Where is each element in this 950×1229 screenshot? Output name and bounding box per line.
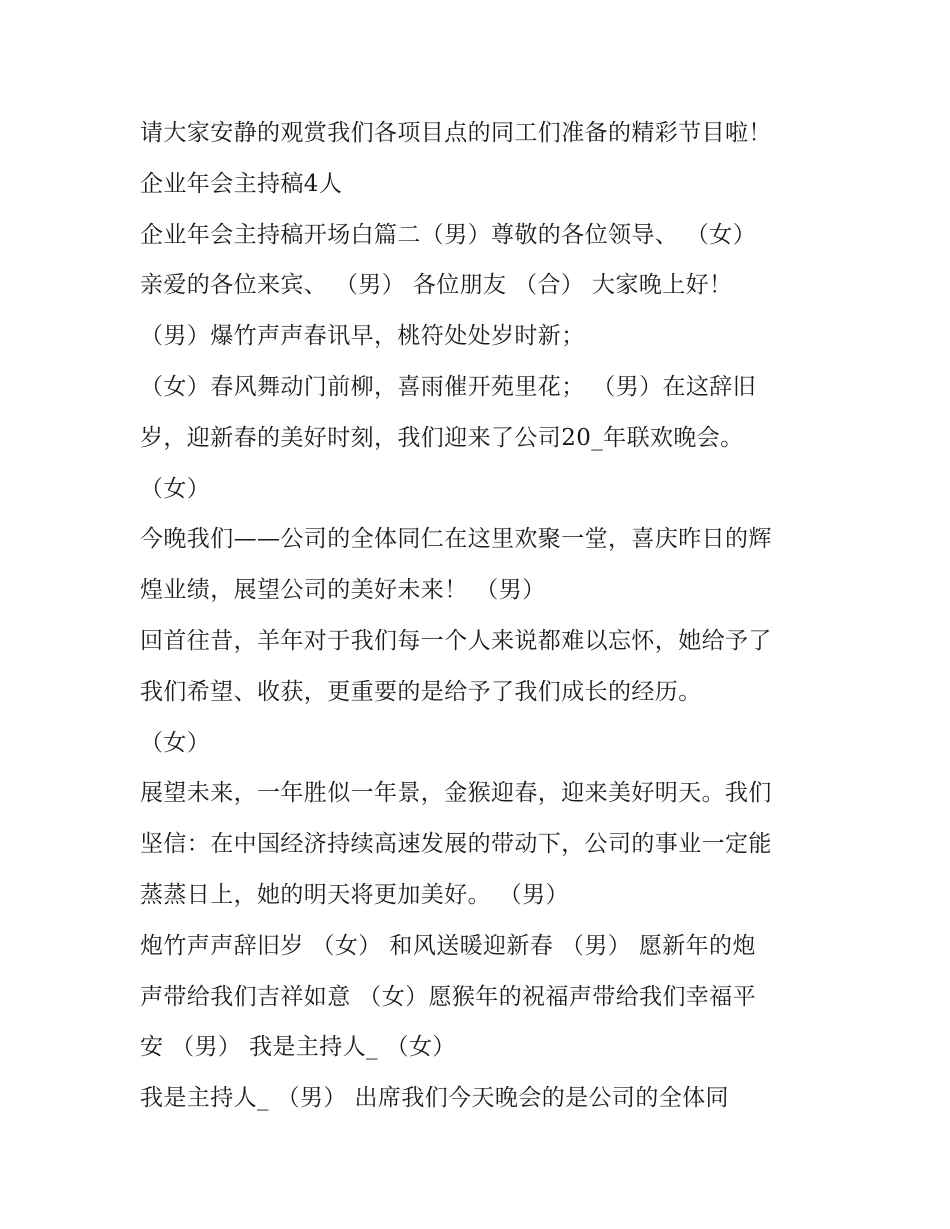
text-line: 展望未来，一年胜似一年景，金猴迎春，迎来美好明天。我们: [140, 780, 772, 807]
text-line: 我是主持人_ （男） 出席我们今天晚会的是公司的全体同: [140, 1085, 729, 1112]
text-line: 声带给我们吉祥如意 （女）愿猴年的祝福声带给我们幸福平: [140, 983, 757, 1010]
text-line: 请大家安静的观赏我们各项目点的同工们准备的精彩节目啦！: [140, 120, 772, 146]
text-line: （女）: [140, 729, 211, 756]
text-line: 煌业绩，展望公司的美好未来！ （男）: [140, 577, 546, 604]
text-line: 坚信：在中国经济持续高速发展的带动下，公司的事业一定能: [140, 831, 772, 858]
text-line: 炮竹声声辞旧岁 （女） 和风送暖迎新春 （男） 愿新年的炮: [140, 932, 756, 959]
text-line: 蒸蒸日上，她的明天将更加美好。 （男）: [140, 881, 569, 908]
text-line: （女）春风舞动门前柳，喜雨催开苑里花； （男）在这辞旧: [140, 373, 757, 400]
text-line: 我们希望、收获，更重要的是给予了我们成长的经历。: [140, 678, 702, 705]
text-line: 企业年会主持稿4人: [140, 170, 343, 197]
text-line: （男）爆竹声声春讯早，桃符处处岁时新；: [140, 323, 585, 350]
text-line: 岁，迎新春的美好时刻，我们迎来了公司20_年联欢晚会。: [140, 424, 744, 451]
text-line: 回首往昔，羊年对于我们每一个人来说都难以忘怀，她给予了: [140, 627, 772, 654]
document-body: [140, 108, 830, 1124]
text-line: 安 （男） 我是主持人_ （女）: [140, 1034, 456, 1061]
text-line: 亲爱的各位来宾、 （男） 各位朋友 （合） 大家晚上好！: [140, 272, 733, 299]
text-line: （女）: [140, 475, 211, 502]
text-line: 今晚我们——公司的全体同仁在这里欢聚一堂，喜庆昨日的辉: [140, 526, 772, 553]
text-line: 企业年会主持稿开场白篇二（男）尊敬的各位领导、 （女）: [140, 221, 757, 248]
